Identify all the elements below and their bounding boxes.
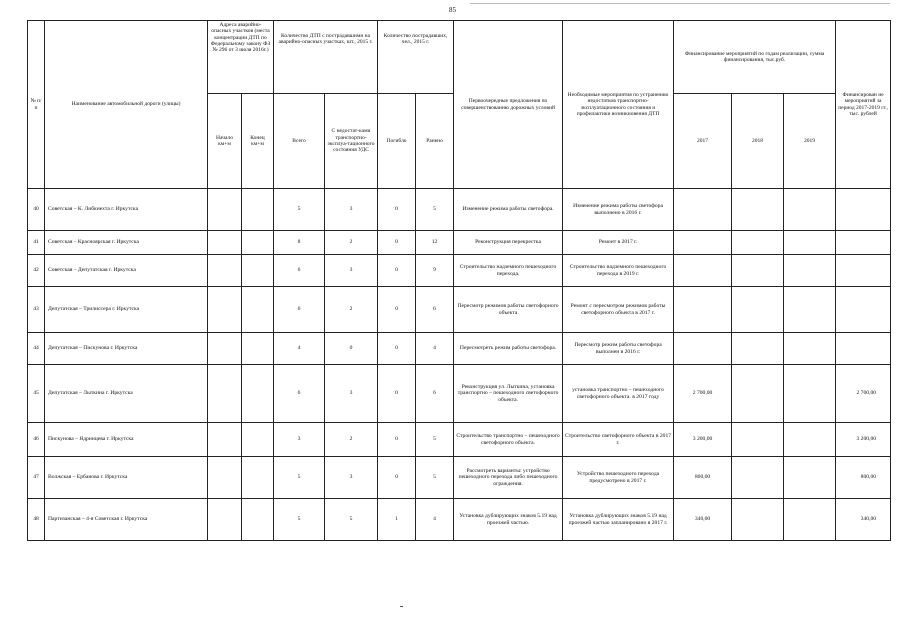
cell-victims-injured: 9 xyxy=(416,255,454,287)
cell-proposal: Строительство транспортно – пешеходного светофорного объекта. xyxy=(454,423,563,457)
cell-road-name: Депутатская – Трилиссера г. Иркутска xyxy=(45,287,208,333)
cell-measure: установка транспортно – пешеходного светофорного объекта. в 2017 году xyxy=(563,365,674,423)
header-address: Адреса аварийно-опасных участков (места концентрации ДТП по Федеральному закону ФЗ № 296 от 3 июля 2016г.) xyxy=(208,21,274,94)
cell-financing-2019 xyxy=(784,499,836,541)
cell-address-end xyxy=(242,499,274,541)
cell-road-name: Депутатская – Пискунова г. Иркутска xyxy=(45,333,208,365)
cell-financing-2019 xyxy=(784,333,836,365)
cell-proposal: Строительство надземного пешеходного перехода. xyxy=(454,255,563,287)
cell-address-start xyxy=(208,231,242,255)
cell-address-end xyxy=(242,365,274,423)
table-row xyxy=(28,231,891,255)
cell-row-number: 43 xyxy=(28,287,45,333)
cell-financing-total xyxy=(836,255,891,287)
cell-address-start xyxy=(208,423,242,457)
cell-financing-total xyxy=(836,231,891,255)
cell-dtp-total: 6 xyxy=(274,287,325,333)
page-number: 85 xyxy=(449,6,456,14)
cell-financing-2018 xyxy=(732,255,784,287)
cell-dtp-total: 5 xyxy=(274,499,325,541)
header-victims-injured: Ранено xyxy=(416,94,454,189)
cell-row-number: 48 xyxy=(28,499,45,541)
cell-victims-dead: 0 xyxy=(378,457,416,499)
cell-financing-2018 xyxy=(732,287,784,333)
cell-address-end xyxy=(242,287,274,333)
cell-address-end xyxy=(242,189,274,231)
cell-address-end xyxy=(242,333,274,365)
cell-proposal: Рассмотреть варианты: устройство пешеходного перехода либо пешеходного ограждения. xyxy=(454,457,563,499)
header-year-2018: 2018 xyxy=(732,94,784,189)
cell-financing-2018 xyxy=(732,231,784,255)
road-safety-table-wrapper xyxy=(27,20,888,541)
cell-dtp-uds: 5 xyxy=(325,499,378,541)
scan-artifact-dash xyxy=(400,606,403,607)
header-dtp-uds: С недостат-ками транспортно-эксплуа-тационного состояния УДС xyxy=(325,94,378,189)
table-body xyxy=(28,189,891,541)
cell-proposal: Реконструкция перекрестка xyxy=(454,231,563,255)
cell-dtp-total: 5 xyxy=(274,189,325,231)
cell-financing-total: 2 700,00 xyxy=(836,365,891,423)
cell-financing-2018 xyxy=(732,499,784,541)
cell-victims-injured: 4 xyxy=(416,499,454,541)
cell-financing-2018 xyxy=(732,365,784,423)
cell-road-name: Советская – К. Либкнехта г. Иркутска xyxy=(45,189,208,231)
cell-row-number: 41 xyxy=(28,231,45,255)
cell-dtp-uds: 3 xyxy=(325,365,378,423)
cell-financing-2017: 800,00 xyxy=(674,457,732,499)
cell-financing-2017 xyxy=(674,189,732,231)
cell-financing-2018 xyxy=(732,423,784,457)
header-measures: Необходимые мероприятия по устранению недостатков транспортно-эксплуатационного состояния и профилактики возникновения ДТП xyxy=(563,21,674,189)
cell-address-end xyxy=(242,423,274,457)
cell-financing-2019 xyxy=(784,287,836,333)
cell-victims-dead: 0 xyxy=(378,255,416,287)
cell-victims-injured: 6 xyxy=(416,287,454,333)
cell-measure: Ремонт в 2017 г. xyxy=(563,231,674,255)
cell-victims-injured: 12 xyxy=(416,231,454,255)
cell-victims-dead: 1 xyxy=(378,499,416,541)
cell-proposal: Установка дублирующих знаков 5.19 над проезжей частью. xyxy=(454,499,563,541)
cell-dtp-uds: 3 xyxy=(325,255,378,287)
table-header xyxy=(28,21,891,189)
header-num: № п/п xyxy=(28,21,45,189)
cell-victims-injured: 5 xyxy=(416,457,454,499)
cell-financing-2017 xyxy=(674,287,732,333)
cell-address-start xyxy=(208,499,242,541)
cell-row-number: 45 xyxy=(28,365,45,423)
cell-victims-dead: 0 xyxy=(378,189,416,231)
cell-dtp-total: 4 xyxy=(274,333,325,365)
cell-row-number: 46 xyxy=(28,423,45,457)
cell-row-number: 42 xyxy=(28,255,45,287)
header-address-start: Начало км+м xyxy=(208,94,242,189)
cell-measure: Строительство надземного пешеходного перехода в 2019 г. xyxy=(563,255,674,287)
scan-artifact-line xyxy=(470,3,890,4)
cell-dtp-uds: 0 xyxy=(325,333,378,365)
cell-financing-2019 xyxy=(784,189,836,231)
header-financing: Финансирование мероприятий по годам реализации, сумма финансирования, тыс.руб. xyxy=(674,21,836,94)
cell-victims-dead: 0 xyxy=(378,423,416,457)
cell-financing-total: 3 200,00 xyxy=(836,423,891,457)
cell-dtp-total: 5 xyxy=(274,457,325,499)
cell-victims-dead: 0 xyxy=(378,365,416,423)
cell-financing-total: 800,00 xyxy=(836,457,891,499)
table-row xyxy=(28,499,891,541)
cell-financing-2019 xyxy=(784,255,836,287)
cell-road-name: Волжская – Ербанова г. Иркутска xyxy=(45,457,208,499)
cell-dtp-uds: 2 xyxy=(325,231,378,255)
cell-dtp-total: 6 xyxy=(274,255,325,287)
cell-row-number: 44 xyxy=(28,333,45,365)
header-proposals: Первоочередные предложения по совершенствованию дорожных условий xyxy=(454,21,563,189)
cell-road-name: Депутатская – Лыткина г. Иркутска xyxy=(45,365,208,423)
cell-financing-2019 xyxy=(784,231,836,255)
table-row xyxy=(28,457,891,499)
header-victims: Количество пострадавших, чел., 2015 г. xyxy=(378,21,454,94)
cell-financing-total xyxy=(836,333,891,365)
cell-row-number: 47 xyxy=(28,457,45,499)
cell-victims-dead: 0 xyxy=(378,287,416,333)
cell-victims-injured: 5 xyxy=(416,423,454,457)
cell-proposal: Реконструкция ул. Лыткина, установка транспортно – пешеходного светофорного объекта. xyxy=(454,365,563,423)
header-dtp-total: Всего xyxy=(274,94,325,189)
cell-address-end xyxy=(242,457,274,499)
cell-address-start xyxy=(208,333,242,365)
cell-address-start xyxy=(208,457,242,499)
cell-measure: Изменение режима работы светофора выполнено в 2016 г. xyxy=(563,189,674,231)
cell-financing-2019 xyxy=(784,457,836,499)
cell-dtp-total: 6 xyxy=(274,365,325,423)
cell-measure: Строительство светофорного объекта в 2017 г. xyxy=(563,423,674,457)
cell-financing-2017 xyxy=(674,231,732,255)
cell-financing-2017 xyxy=(674,333,732,365)
cell-victims-dead: 0 xyxy=(378,231,416,255)
cell-financing-total xyxy=(836,287,891,333)
cell-financing-2017: 3 200,00 xyxy=(674,423,732,457)
cell-financing-2017: 2 700,00 xyxy=(674,365,732,423)
cell-financing-total xyxy=(836,189,891,231)
table-row xyxy=(28,189,891,231)
cell-proposal: Пересмотреть режим работы светофора. xyxy=(454,333,563,365)
cell-road-name: Пискунова – Ядринцева г. Иркутска xyxy=(45,423,208,457)
cell-dtp-uds: 2 xyxy=(325,423,378,457)
cell-victims-injured: 6 xyxy=(416,365,454,423)
cell-financing-total: 340,00 xyxy=(836,499,891,541)
cell-address-start xyxy=(208,189,242,231)
header-road-name: Наименование автомобильной дороги (улицы) xyxy=(45,21,208,189)
cell-financing-2018 xyxy=(732,333,784,365)
table-row xyxy=(28,255,891,287)
table-row xyxy=(28,423,891,457)
header-financing-total: Финансирован ие мероприятий за период 2017-2019 гг., тыс. рублей xyxy=(836,21,891,189)
table-row xyxy=(28,365,891,423)
cell-proposal: Изменение режима работы светофора. xyxy=(454,189,563,231)
header-year-2017: 2017 xyxy=(674,94,732,189)
cell-road-name: Партизанская – 4-я Советская г. Иркутска xyxy=(45,499,208,541)
header-year-2019: 2019 xyxy=(784,94,836,189)
cell-dtp-uds: 3 xyxy=(325,189,378,231)
cell-proposal: Пересмотр режимов работы светофорного объекта xyxy=(454,287,563,333)
cell-victims-dead: 0 xyxy=(378,333,416,365)
header-address-end: Конец км+м xyxy=(242,94,274,189)
cell-row-number: 40 xyxy=(28,189,45,231)
cell-financing-2018 xyxy=(732,189,784,231)
cell-measure: Устройство пешеходного перехода предусмотрено в 2017 г. xyxy=(563,457,674,499)
cell-financing-2018 xyxy=(732,457,784,499)
cell-address-end xyxy=(242,255,274,287)
cell-victims-injured: 5 xyxy=(416,189,454,231)
cell-financing-2019 xyxy=(784,423,836,457)
cell-financing-2019 xyxy=(784,365,836,423)
cell-dtp-uds: 2 xyxy=(325,287,378,333)
cell-address-start xyxy=(208,287,242,333)
cell-victims-injured: 4 xyxy=(416,333,454,365)
cell-address-start xyxy=(208,365,242,423)
cell-dtp-total: 3 xyxy=(274,423,325,457)
cell-measure: Пересмотр режим работы светофора выполнен в 2016 г. xyxy=(563,333,674,365)
cell-road-name: Советская – Депутатская г. Иркутска xyxy=(45,255,208,287)
cell-measure: Установка дублирующих знаков 5.19 над проезжей частью запланировано в 2017 г. xyxy=(563,499,674,541)
road-safety-table xyxy=(27,20,891,541)
cell-address-end xyxy=(242,231,274,255)
table-row xyxy=(28,287,891,333)
header-dtp-count: Количество ДТП с пострадавшими на аварийно-опасных участках, шт., 2015 г. xyxy=(274,21,378,94)
cell-financing-2017: 340,00 xyxy=(674,499,732,541)
cell-dtp-total: 8 xyxy=(274,231,325,255)
header-victims-dead: Погибло xyxy=(378,94,416,189)
cell-measure: Ремонт с пересмотром режимов работы светофорного объекта в 2017 г. xyxy=(563,287,674,333)
table-row xyxy=(28,333,891,365)
cell-road-name: Советская – Красноярская г. Иркутска xyxy=(45,231,208,255)
cell-financing-2017 xyxy=(674,255,732,287)
cell-dtp-uds: 3 xyxy=(325,457,378,499)
cell-address-start xyxy=(208,255,242,287)
